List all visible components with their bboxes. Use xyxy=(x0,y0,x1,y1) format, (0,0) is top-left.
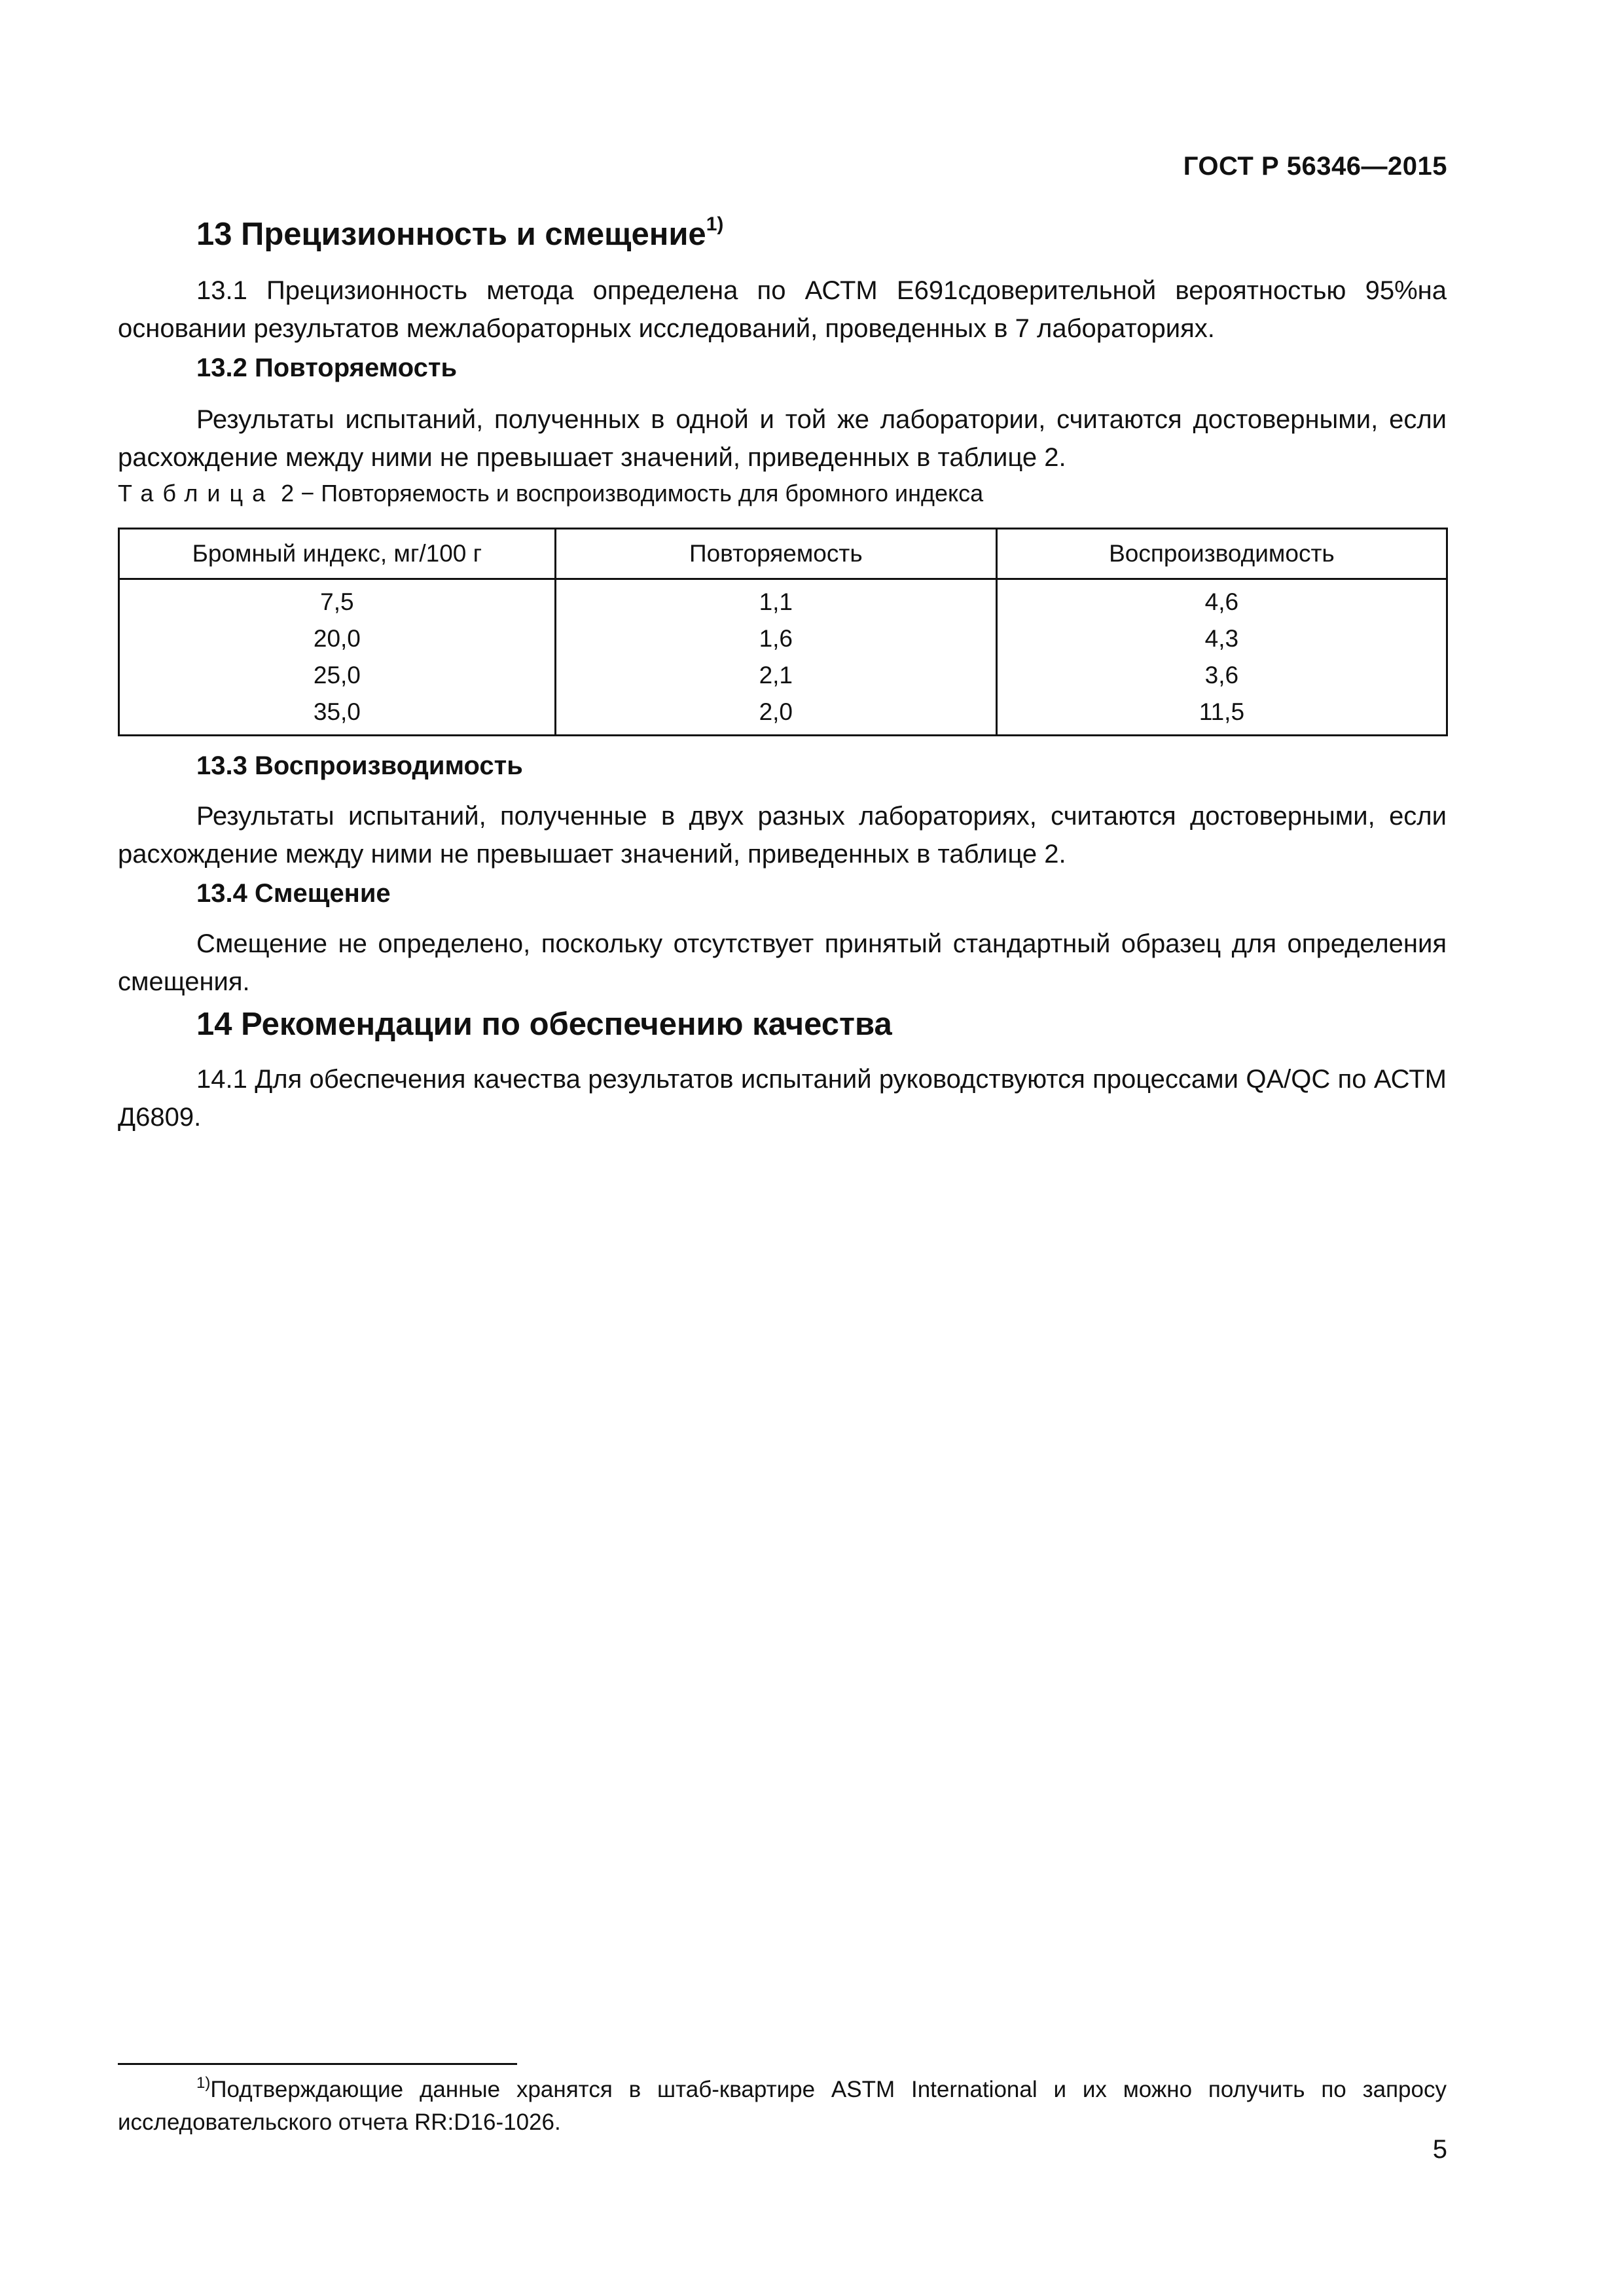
table-2-caption xyxy=(118,480,983,507)
subsection-13-3-title: 13.3 Воспроизводимость xyxy=(196,751,523,780)
table-header-row xyxy=(119,529,1447,579)
column-header-repeatability: Повторяемость xyxy=(555,529,996,579)
table-cell: 35,0 xyxy=(119,694,556,736)
table-row xyxy=(119,657,1447,694)
document-code: ГОСТ Р 56346—2015 xyxy=(1183,152,1447,181)
table-cell: 11,5 xyxy=(996,694,1447,736)
table-row xyxy=(119,620,1447,657)
subsection-13-2-title: 13.2 Повторяемость xyxy=(196,353,458,382)
table-cell: 1,6 xyxy=(555,620,996,657)
footnote-mark: 1) xyxy=(196,2074,211,2092)
section-14-title: 14 Рекомендации по обеспечению качества xyxy=(196,1007,892,1042)
table-cell: 3,6 xyxy=(996,657,1447,694)
table-2 xyxy=(118,528,1448,736)
table-cell: 2,1 xyxy=(555,657,996,694)
paragraph-13-2: Результаты испытаний, полученных в одной и той же лаборатории, считаются достоверными, если расхождение между ними не превышает значений, приведенных в таблице 2. xyxy=(118,405,1447,472)
table-cell: 20,0 xyxy=(119,620,556,657)
footnote xyxy=(118,2073,1447,2139)
table-cell: 1,1 xyxy=(555,579,996,621)
subsection-13-4-title: 13.4 Смещение xyxy=(196,879,391,908)
paragraph-13-3: Результаты испытаний, полученные в двух разных лабораториях, считаются достоверными, если расхождение между ними не превышает значений, приведенных в таблице 2. xyxy=(118,802,1447,869)
footnote-text: Подтверждающие данные хранятся в штаб-квартире ASTM International и их можно получить по запросу исследовательского отчета RR:D16-1026. xyxy=(118,2077,1447,2135)
column-header-reproducibility: Воспроизводимость xyxy=(996,529,1447,579)
section-13-title xyxy=(196,213,724,253)
page-number: 5 xyxy=(1432,2135,1447,2164)
table-cell: 4,3 xyxy=(996,620,1447,657)
table-cell: 4,6 xyxy=(996,579,1447,621)
table-row xyxy=(119,694,1447,736)
table-caption-number: 2 xyxy=(281,480,295,507)
footnote-reference[interactable]: 1) xyxy=(706,213,724,235)
paragraph-14-1: 14.1 Для обеспечения качества результатов испытаний руководствуются процессами QA/QC по АСТМ Д6809. xyxy=(118,1065,1447,1132)
section-13-title-text: 13 Прецизионность и смещение xyxy=(196,217,706,252)
table-caption-text: − Повторяемость и воспроизводимость для бромного индекса xyxy=(300,480,984,507)
table-row xyxy=(119,579,1447,621)
table-cell: 25,0 xyxy=(119,657,556,694)
paragraph-13-1: 13.1 Прецизионность метода определена по АСТМ Е691сдоверительной вероятностью 95%на основании результатов межлабораторных исследований, проведенных в 7 лабораториях. xyxy=(118,276,1447,343)
table-caption-label: Таблица xyxy=(118,480,275,507)
footnote-separator xyxy=(118,2063,517,2065)
table-cell: 7,5 xyxy=(119,579,556,621)
table-cell: 2,0 xyxy=(555,694,996,736)
column-header-bromine-index: Бромный индекс, мг/100 г xyxy=(119,529,556,579)
paragraph-13-4: Смещение не определено, поскольку отсутствует принятый стандартный образец для определения смещения. xyxy=(118,929,1447,996)
